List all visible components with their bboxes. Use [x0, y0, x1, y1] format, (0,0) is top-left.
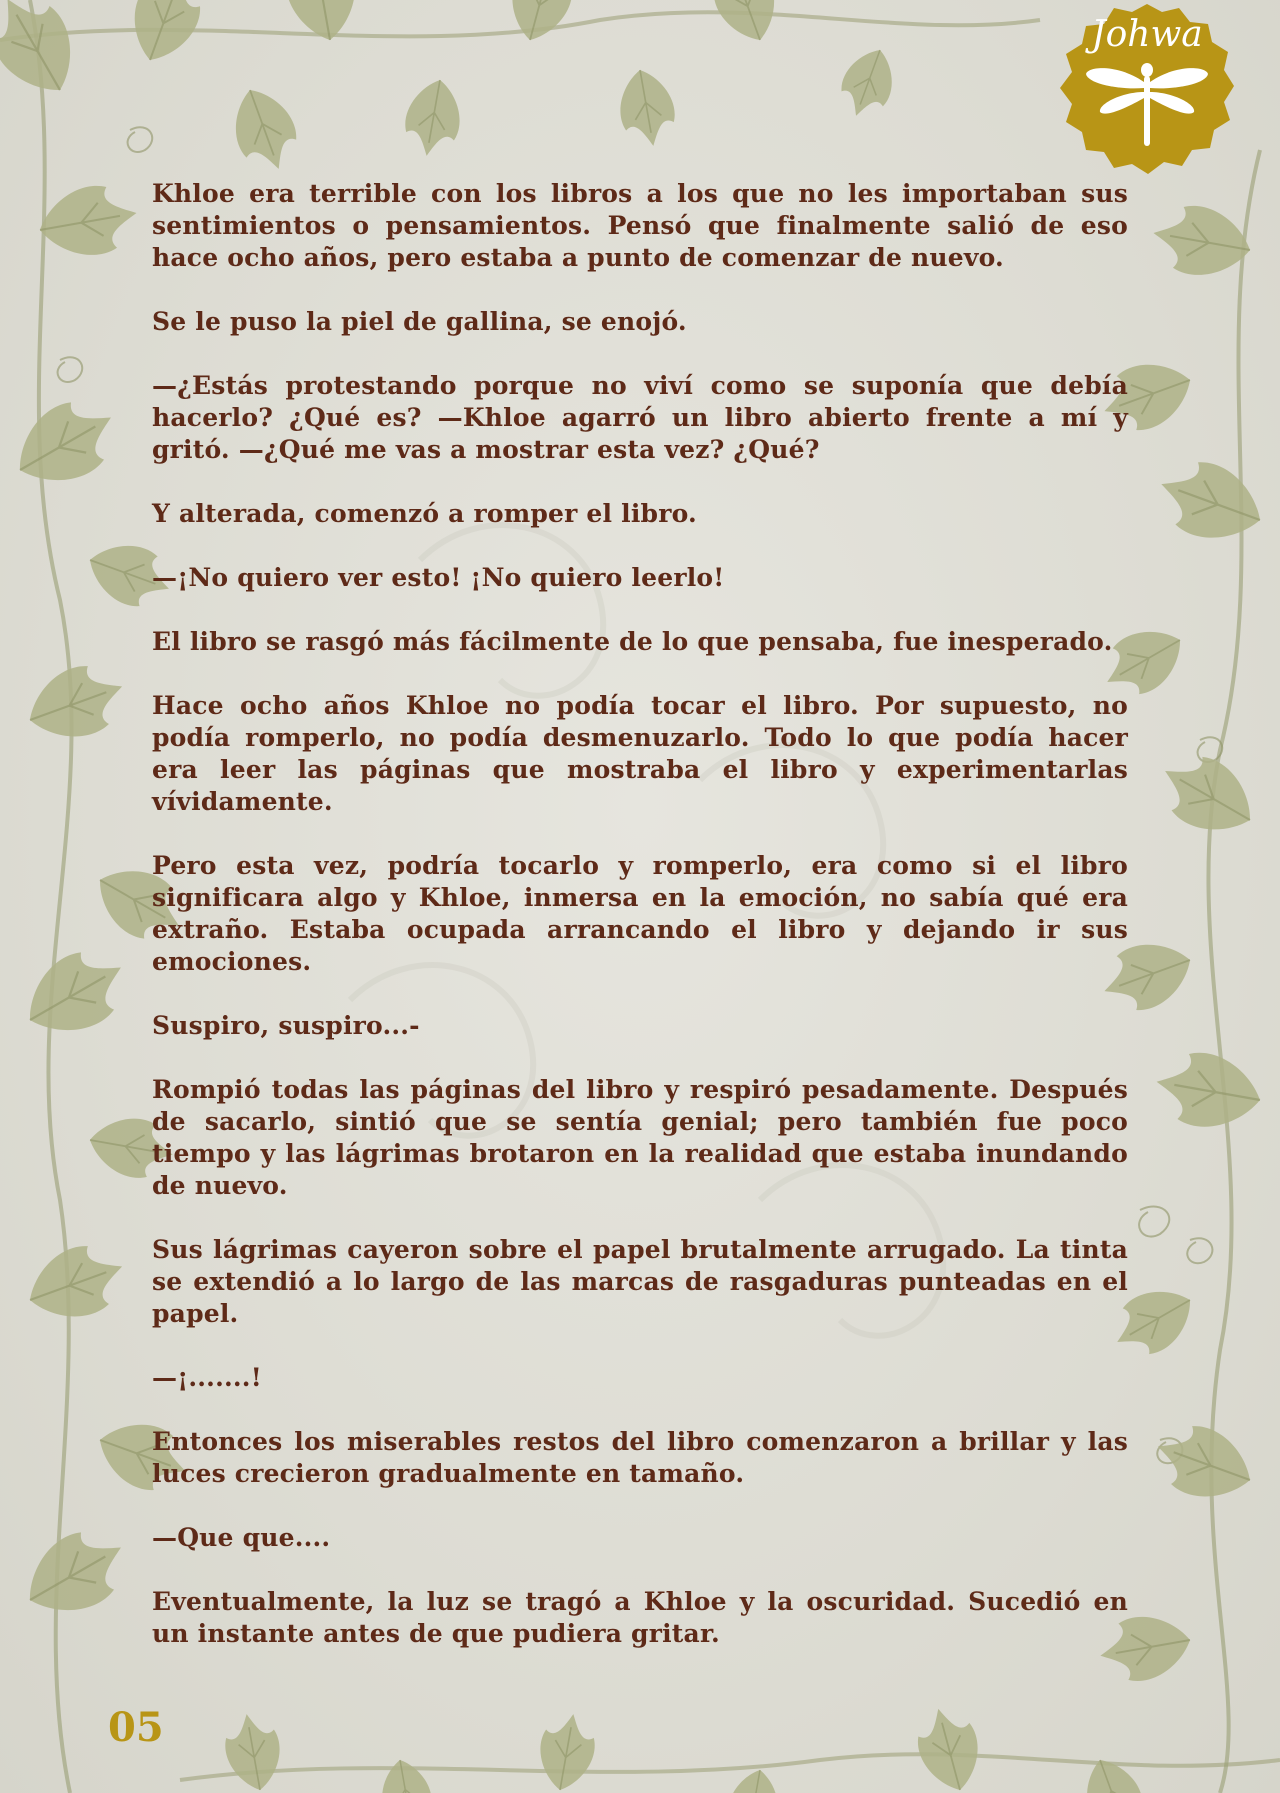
paragraph: Sus lágrimas cayeron sobre el papel brutalmente arrugado. La tinta se extendió a lo largo de las marcas de rasgaduras punteadas en el papel.: [152, 1235, 1128, 1328]
johwa-logo: [1058, 0, 1236, 178]
page-number: 05: [108, 1704, 164, 1751]
paragraph: El libro se rasgó más fácilmente de lo que pensaba, fue inesperado.: [152, 627, 1113, 656]
paragraph: Pero esta vez, podría tocarlo y romperlo, era como si el libro significara algo y Khloe, inmersa en la emoción, no sabía qué era extraño. Estaba ocupada arrancando el libro y dejando ir sus emociones.: [152, 851, 1128, 976]
paragraph: —¿Estás protestando porque no viví como se suponía que debía hacerlo? ¿Qué es? —Khloe agarró un libro abierto frente a mí y gritó. —¿Qué me vas a mostrar esta vez? ¿Qué?: [152, 371, 1128, 464]
paragraph: Rompió todas las páginas del libro y respiró pesadamente. Después de sacarlo, sintió que se sentía genial; pero también fue poco tiempo y las lágrimas brotaron en la realidad que estaba inundando de nuevo.: [152, 1075, 1128, 1200]
logo-text: Johwa: [1091, 14, 1203, 55]
paragraph: Suspiro, suspiro...-: [152, 1011, 420, 1040]
paragraph: Y alterada, comenzó a romper el libro.: [152, 499, 697, 528]
paragraph: —Que que....: [152, 1523, 331, 1552]
paragraph: Eventualmente, la luz se tragó a Khloe y la oscuridad. Sucedió en un instante antes de que pudiera gritar.: [152, 1587, 1128, 1648]
paragraph: Entonces los miserables restos del libro comenzaron a brillar y las luces crecieron gradualmente en tamaño.: [152, 1427, 1128, 1488]
paragraph: —¡.......!: [152, 1363, 262, 1392]
paragraph: Se le puso la piel de gallina, se enojó.: [152, 307, 687, 336]
paragraph: —¡No quiero ver esto! ¡No quiero leerlo!: [152, 563, 725, 592]
paragraph: Hace ocho años Khloe no podía tocar el libro. Por supuesto, no podía romperlo, no podía desmenuzarlo. Todo lo que podía hacer era leer las páginas que mostraba el libro y experimentarlas vívidamente.: [152, 691, 1128, 816]
story-text: [152, 178, 1128, 1650]
paragraph: Khloe era terrible con los libros a los que no les importaban sus sentimientos o pensamientos. Pensó que finalmente salió de eso hace ocho años, pero estaba a punto de comenzar de nuevo.: [152, 179, 1128, 272]
